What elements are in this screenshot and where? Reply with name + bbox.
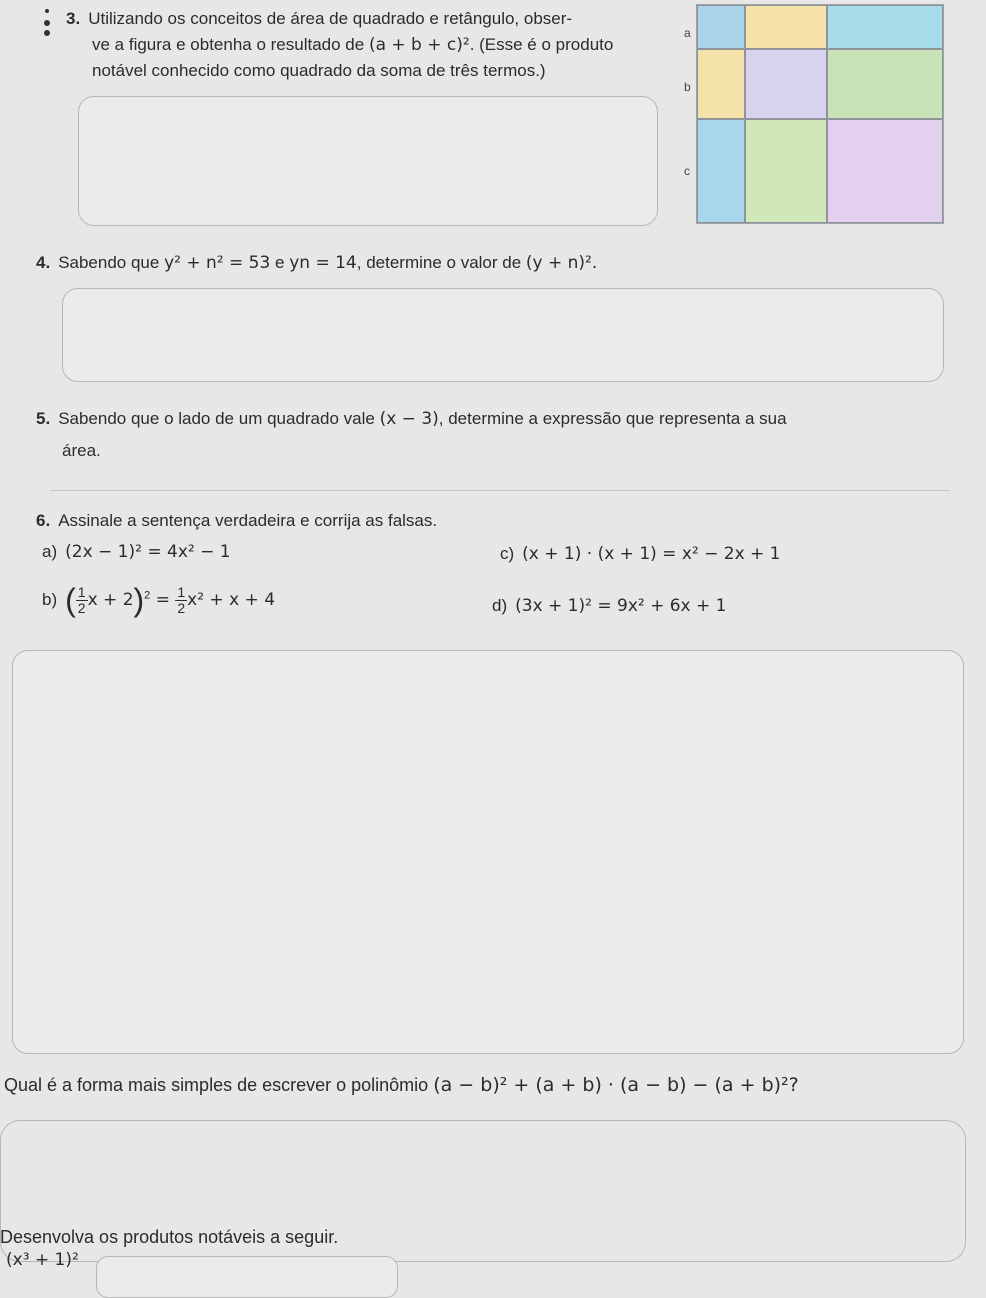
question-text-line2-end: . (Esse é o produto — [469, 35, 614, 54]
question-text-line2: ve a figura e obtenha o resultado de — [92, 35, 365, 54]
question-text-line2: área. — [62, 441, 101, 460]
answer-box-q4[interactable] — [62, 288, 944, 382]
inner-expression: x + 2 — [87, 589, 134, 610]
item-expression-q8 — [6, 1250, 79, 1270]
question-3 — [66, 6, 666, 84]
question-6 — [36, 508, 936, 534]
expression: (y + n)². — [525, 253, 598, 273]
question-text-line3: notável conhecido como quadrado da soma de três termos.) — [92, 61, 546, 80]
question-number: 6. — [36, 511, 51, 530]
question-text: Assinale a sentença verdadeira e corrija as falsas. — [58, 511, 438, 530]
power: 2 — [144, 589, 151, 602]
question-text-line1: Utilizando os conceitos de área de quadrado e retângulo, obser- — [88, 9, 573, 28]
answer-box-q3[interactable] — [78, 96, 658, 226]
question-number: 4. — [36, 253, 51, 272]
question-text: , determine o valor de — [356, 253, 522, 272]
item-d — [492, 596, 727, 616]
question-8 — [0, 1224, 700, 1250]
question-text: Desenvolva os produtos notáveis a seguir. — [0, 1227, 339, 1247]
answer-line-q5[interactable] — [50, 490, 950, 491]
item-label: c) — [500, 544, 515, 563]
question-text: Sabendo que o lado de um quadrado vale — [58, 409, 375, 428]
area-square-figure — [696, 4, 944, 224]
rect-bc — [827, 49, 943, 119]
item-label: a) — [42, 542, 58, 561]
question-5 — [36, 406, 966, 464]
item-expression: (2x − 1)² = 4x² − 1 — [65, 542, 231, 562]
question-7 — [4, 1072, 974, 1098]
question-text: Qual é a forma mais simples de escrever o polinômio — [4, 1075, 429, 1095]
rect-ca — [697, 119, 745, 223]
expression: (x³ + 1)² — [6, 1250, 79, 1270]
side-label-b: b — [684, 80, 691, 94]
item-expression: (x + 1) · (x + 1) = x² − 2x + 1 — [522, 544, 781, 564]
expression: y² + n² = 53 — [164, 253, 271, 273]
square-a2 — [697, 5, 745, 49]
rect-ac — [827, 5, 943, 49]
rect-ab — [745, 5, 827, 49]
question-text: e — [275, 253, 285, 272]
expression: yn = 14 — [289, 253, 357, 273]
answer-box-q6[interactable] — [12, 650, 964, 1054]
question-4 — [36, 250, 936, 276]
item-expression: (3x + 1)² = 9x² + 6x + 1 — [515, 596, 727, 616]
square-c2 — [827, 119, 943, 223]
rect-cb — [745, 119, 827, 223]
item-label: b) — [42, 589, 58, 609]
fraction: $\frac{1}{2}$ — [177, 584, 186, 616]
rect-ba — [697, 49, 745, 119]
question-text: Sabendo que — [58, 253, 160, 272]
item-c — [500, 544, 781, 564]
expression: (x − 3) — [379, 409, 439, 429]
question-number: 5. — [36, 409, 51, 428]
expression: (a + b + c)² — [368, 35, 470, 55]
question-text: , determine a expressão que representa a sua — [438, 409, 787, 428]
item-b: b) ( $\frac{1}{2}$ x + 2)$^2$ = $\frac{1}{2}$ x² + x + 4 — [42, 582, 276, 618]
item-label: d) — [492, 596, 508, 615]
fraction: $\frac{1}{2}$ — [77, 584, 86, 616]
item-a — [42, 542, 231, 562]
side-label-c: c — [684, 164, 690, 178]
question-number: 3. — [66, 9, 81, 28]
answer-box-q8[interactable] — [96, 1256, 398, 1298]
expression: (a − b)² + (a + b) · (a − b) − (a + b)²? — [433, 1074, 799, 1096]
item-expression: x² + x + 4 — [187, 589, 276, 610]
square-b2 — [745, 49, 827, 119]
side-label-a: a — [684, 26, 691, 40]
